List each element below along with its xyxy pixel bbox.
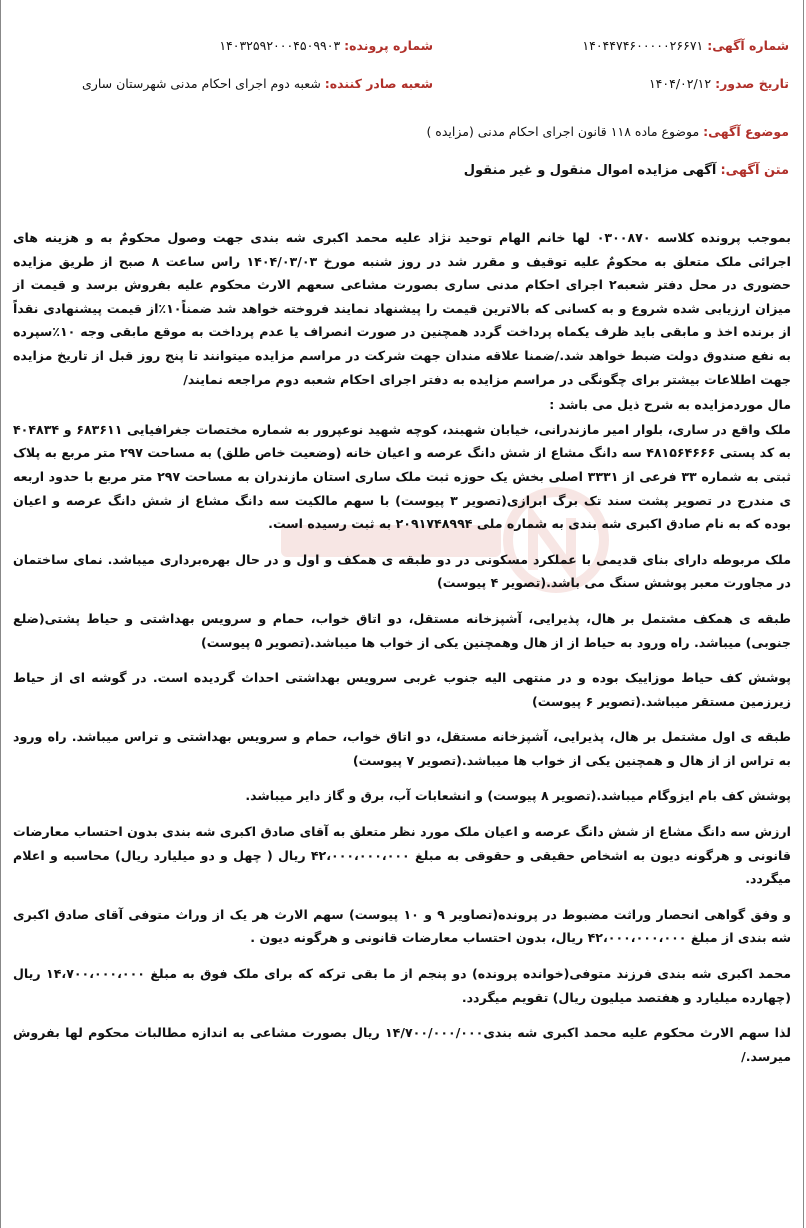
ad-number: ۱۴۰۴۴۷۴۶۰۰۰۰۰۲۶۶۷۱ bbox=[582, 38, 704, 53]
case-number: ۱۴۰۳۲۵۹۲۰۰۰۴۵۰۹۹۰۳ bbox=[219, 38, 341, 53]
ground-floor-paragraph: طبقه ی همکف مشتمل بر هال، پذیرایی، آشپزخانه مستقل، دو اتاق خواب، حمام و سرویس بهداشتی و حیاط پشتی(ضلع جنوبی) میباشد. راه ورود به حیاط از از هال وهمچنین یکی از خواب ها میباشد.(تصویر ۵ پیوست) bbox=[13, 610, 791, 650]
issuer: شعبه دوم اجرای احکام مدنی شهرستان ساری bbox=[82, 76, 321, 91]
heirs-paragraph: و وفق گواهی انحصار وراثت مضبوط در پرونده(تصاویر ۹ و ۱۰ پیوست) سهم الارث هر یک از وراث متوفی آقای صادق اکبری شه بندی از مبلغ ۴۲،۰۰۰،۰۰۰،۰۰۰ ریال، بدون احتساب معارضات قانونی و هرگونه دیون . bbox=[13, 906, 791, 946]
debtor-share-paragraph: محمد اکبری شه بندی فرزند متوفی(خوانده پرونده) دو پنجم از ما بقی ترکه که برای ملک فوق به مبلغ ۱۴،۷۰۰،۰۰۰،۰۰۰ ریال (چهارده میلیارد و هفتصد میلیون ریال) تقویم میگردد. bbox=[13, 966, 791, 1005]
first-floor-paragraph: طبقه ی اول مشتمل بر هال، پذیرایی، آشپزخانه مستقل، دو اتاق خواب، حمام و سرویس بهداشتی و تراس میباشد. راه ورود به تراس از از هال و همچنین یکی از خواب ها میباشد.(تصویر ۷ پیوست) bbox=[13, 729, 791, 768]
ad-text-title: آگهی مزایده اموال منقول و غیر منقول bbox=[463, 163, 717, 178]
ad-text-row bbox=[464, 163, 789, 178]
issuer-label: شعبه صادر کننده: bbox=[324, 76, 433, 91]
yard-paragraph: پوشش کف حیاط موزاییک بوده و در منتهی الیه جنوب غربی سرویس بهداشتی احداث گردیده است. در گوشه ای از حیاط زیرزمین مستقر میباشد.(تصویر ۶ پیوست) bbox=[13, 670, 791, 709]
ad-text-label: متن آگهی: bbox=[720, 163, 789, 178]
subject: موضوع ماده ۱۱۸ قانون اجرای احکام مدنی (مزایده ) bbox=[426, 124, 700, 139]
issue-date-label: تاریخ صدور: bbox=[715, 76, 789, 91]
case-number-row bbox=[219, 38, 433, 53]
issue-date-row bbox=[649, 76, 789, 91]
subject-row bbox=[426, 124, 789, 139]
property-header: مال موردمزایده به شرح ذیل می باشد : bbox=[549, 397, 791, 413]
issuer-row bbox=[82, 76, 433, 91]
subject-label: موضوع آگهی: bbox=[703, 124, 789, 139]
intro-paragraph: بموجب پرونده کلاسه ۰۳۰۰۸۷۰ لها خانم الهام توحید نژاد علیه محمد اکبری شه بندی جهت وصول محکومٌ به و هزینه های اجرائی ملک متعلق به محکومٌ علیه توقیف و مقرر شد در روز شنبه مورخ ۱۴۰۴/۰۳/۰۳ راس ساعت ۸ صبح از طریق مزایده حضوری در محل دفتر شعبه۲ اجرای احکام مدنی ساری بصورت مشاعی سعهم الارث محکوم علیه بفروش برسد و قیمت از میزان ارزیابی شده شروع و به کسانی که بالاترین قیمت را پیشنهاد نمایند فروخته خواهد شد ضمناً۱۰٪از قیمت پیشنهادی نقداً از برنده اخذ و مابقی باید ظرف یکماه پرداخت گردد همچنین در صورت انصراف یا عدم پرداخت به موقع مابقی وجه ۱۰٪سپرده به نفع صندوق دولت ضبط خواهد شد./ضمنا علاقه مندان جهت شرکت در مراسم مزایده میتوانند تا پنج روز قبل از تاریخ مزایده جهت اطلاعات بیشتر برای چگونگی در مراسم مزایده به دفتر اجرای احکام شعبه دوم مراجعه نمایند/ bbox=[13, 230, 792, 387]
ad-number-row bbox=[582, 38, 789, 53]
roof-paragraph: پوشش کف بام ایزوگام میباشد.(تصویر ۸ پیوست) و انشعابات آب، برق و گاز دایر میباشد. bbox=[245, 788, 791, 804]
ad-body bbox=[13, 226, 791, 1068]
valuation-paragraph: ارزش سه دانگ مشاع از شش دانگ عرصه و اعیان ملک مورد نظر متعلق به آقای صادق اکبری شه بندی بدون احتساب معارضات قانونی و هرگونه دیون به اشخاص حقیقی و حقوقی به مبلغ ۴۲،۰۰۰،۰۰۰،۰۰۰ ریال ( چهل و دو میلیارد ریال) محاسبه و اعلام میگردد. bbox=[13, 824, 792, 887]
conclusion-paragraph: لذا سهم الارث محکوم علیه محمد اکبری شه بندی۱۴/۷۰۰/۰۰۰/۰۰۰ ریال بصورت مشاعی به اندازه مطالبات محکوم لها بفروش میرسد./ bbox=[13, 1025, 791, 1064]
location-paragraph: ملک واقع در ساری، بلوار امیر مازندرانی، خیابان شهبند، کوچه شهید نوعپرور به شماره مختصات جغرافیایی ۶۸۳۶۱۱ و ۴۰۴۸۳۴ به کد پستی ۴۸۱۵۶۴۶۶۶ سه دانگ مشاع از شش دانگ عرصه و اعیان خانه (وضعیت خاص طلق) به مساحت ۲۹۷ متر مربع به پلاک ثبتی به شماره ۳۳ فرعی از ۳۳۳۱ اصلی بخش یک حوزه ثبت ملک ساری استان مازندران به مساحت ۲۹۷ متر مربع با حدود اربعه ی مندرج در تصویر پشت سند تک برگ ابرازی(تصویر ۳ پیوست) با سهم مالکیت سه دانگ مشاع از شش دانگ عرصه و اعیان بوده که به نام صادق اکبری شه بندی به شماره ملی ۲۰۹۱۷۴۸۹۹۴ به ثبت رسیده است. bbox=[13, 421, 791, 532]
case-number-label: شماره پرونده: bbox=[344, 38, 433, 53]
issue-date: ۱۴۰۴/۰۲/۱۲ bbox=[648, 76, 712, 91]
ad-number-label: شماره آگهی: bbox=[707, 38, 789, 53]
building-paragraph: ملک مربوطه دارای بنای قدیمی با عملکرد مسکونی در دو طبقه ی همکف و اول و در حال بهره‌برداری میباشد. نمای ساختمان در مجاورت معبر پوشش سنگ می باشد.(تصویر ۴ پیوست) bbox=[13, 551, 791, 591]
